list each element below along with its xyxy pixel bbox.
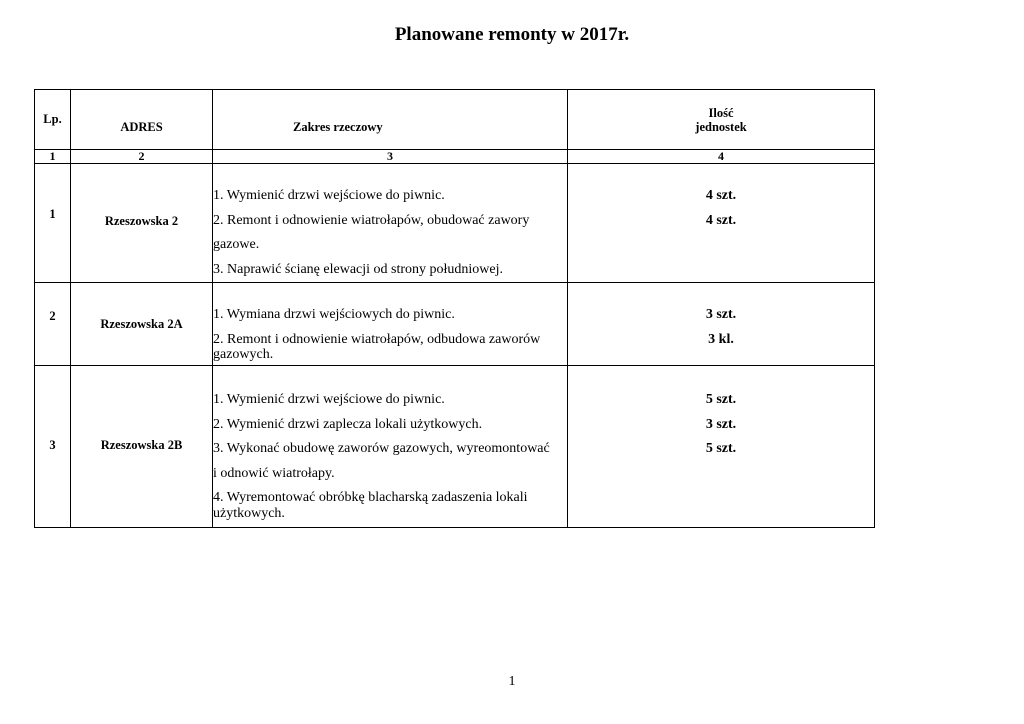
header-ilosc: Ilość jednostek [568, 90, 875, 150]
row-quantity [568, 283, 874, 352]
quantity-item: 5 szt. [705, 441, 737, 456]
quantity-item: 4 szt. [705, 212, 737, 228]
quantity-item: 3 szt. [705, 307, 737, 322]
scope-item: 3. Naprawić ścianę elewacji od strony południowej. [213, 261, 504, 277]
table-row [35, 366, 875, 528]
row-number: 3 [49, 438, 56, 452]
scope-item: gazowych. [213, 347, 274, 362]
column-number: 1 [35, 150, 71, 164]
scope-item: i odnowić wiatrołapy. [213, 465, 335, 481]
scope-item: 1. Wymienić drzwi wejściowe do piwnic. [213, 188, 445, 203]
quantity-item: 3 kl. [708, 331, 734, 347]
header-lp: Lp. [35, 90, 71, 150]
table-row [35, 164, 875, 283]
scope-item: 1. Wymienić drzwi wejściowe do piwnic. [213, 392, 445, 407]
header-adres: ADRES [71, 90, 213, 150]
scope-item: 2. Remont i odnowienie wiatrołapów, odbudowa zaworów [213, 331, 541, 347]
row-address: Rzeszowska 2 [104, 214, 179, 228]
scope-item: użytkowych. [213, 505, 285, 521]
row-number: 1 [49, 207, 56, 221]
renovation-table [34, 89, 875, 528]
row-address: Rzeszowska 2A [100, 317, 183, 331]
scope-item: 4. Wyremontować obróbkę blacharską zadaszenia lokali [213, 490, 528, 505]
row-scope [213, 283, 567, 363]
row-quantity [568, 366, 874, 462]
column-number: 4 [568, 150, 875, 164]
column-number: 3 [213, 150, 568, 164]
scope-item: 3. Wykonać obudowę zaworów gazowych, wyreomontować [213, 441, 550, 456]
page-number: 1 [508, 674, 516, 689]
scope-item: 1. Wymiana drzwi wejściowych do piwnic. [213, 307, 455, 322]
page-title: Planowane remonty w 2017r. [394, 24, 630, 45]
header-row [35, 90, 875, 150]
row-address: Rzeszowska 2B [100, 438, 183, 452]
quantity-item: 4 szt. [705, 188, 737, 203]
table-row [35, 283, 875, 366]
column-number: 2 [71, 150, 213, 164]
scope-item: 2. Remont i odnowienie wiatrołapów, obudować zawory [213, 212, 530, 228]
scope-item: gazowe. [213, 237, 260, 252]
quantity-item: 3 szt. [705, 416, 737, 432]
header-zakres: Zakres rzeczowy [213, 90, 568, 150]
row-scope [213, 164, 567, 282]
row-number: 2 [49, 309, 56, 323]
row-scope [213, 366, 567, 522]
column-number-row [35, 150, 875, 164]
row-quantity [568, 164, 874, 233]
scope-item: 2. Wymienić drzwi zaplecza lokali użytkowych. [213, 416, 483, 432]
quantity-item: 5 szt. [705, 392, 737, 407]
